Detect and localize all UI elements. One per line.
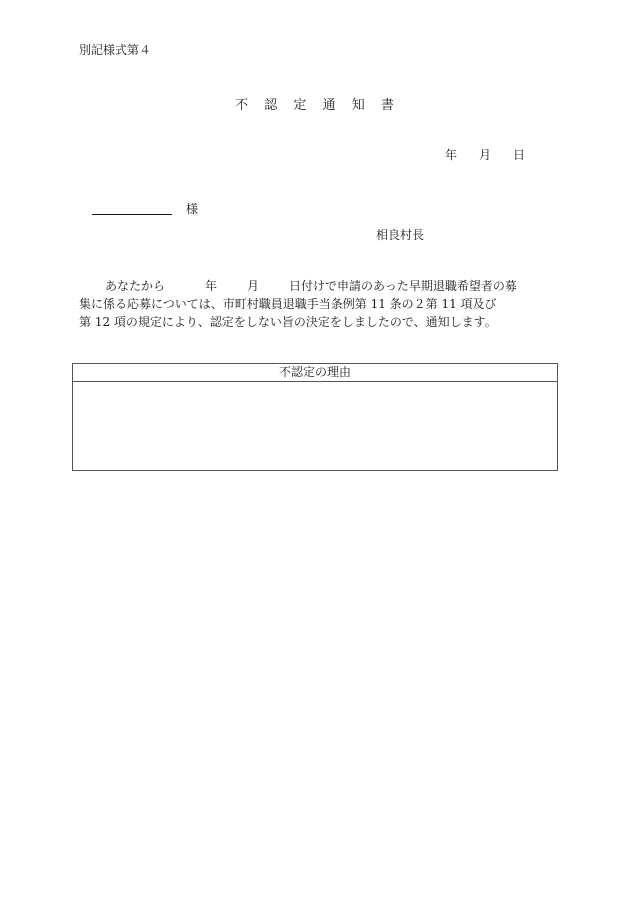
title-char: 書	[380, 98, 395, 113]
body-line: 集に係る応募については、市町村職員退職手当条例第 11 条の２第 11 項及び	[79, 297, 497, 311]
body-text-segment: あなたから	[105, 279, 166, 293]
reason-box	[72, 363, 558, 471]
reason-box-header: 不認定の理由	[73, 364, 557, 382]
body-year-label: 年	[205, 279, 218, 293]
issue-date	[445, 146, 525, 163]
title-char: 認	[264, 98, 279, 113]
body-line	[79, 277, 557, 295]
form-number: 別記様式第４	[79, 43, 152, 57]
addressee-honorific: 様	[186, 202, 199, 216]
month-label: 月	[479, 148, 492, 162]
body-month-label: 月	[247, 279, 260, 293]
day-label: 日	[513, 148, 526, 162]
addressee	[92, 200, 198, 217]
addressee-name-blank	[92, 214, 172, 215]
year-label: 年	[445, 148, 458, 162]
title-char: 通	[322, 98, 337, 113]
title-char: 定	[293, 98, 308, 113]
document-title	[0, 94, 630, 113]
issuer-name: 相良村長	[376, 228, 425, 242]
body-text-segment: 日付けで申請のあった早期退職希望者の募	[289, 279, 517, 293]
title-char: 知	[351, 98, 366, 113]
title-char: 不	[235, 98, 250, 113]
body-line: 第 12 項の規定により、認定をしない旨の決定をしましたので、通知します。	[79, 315, 497, 329]
notice-body	[79, 277, 557, 331]
